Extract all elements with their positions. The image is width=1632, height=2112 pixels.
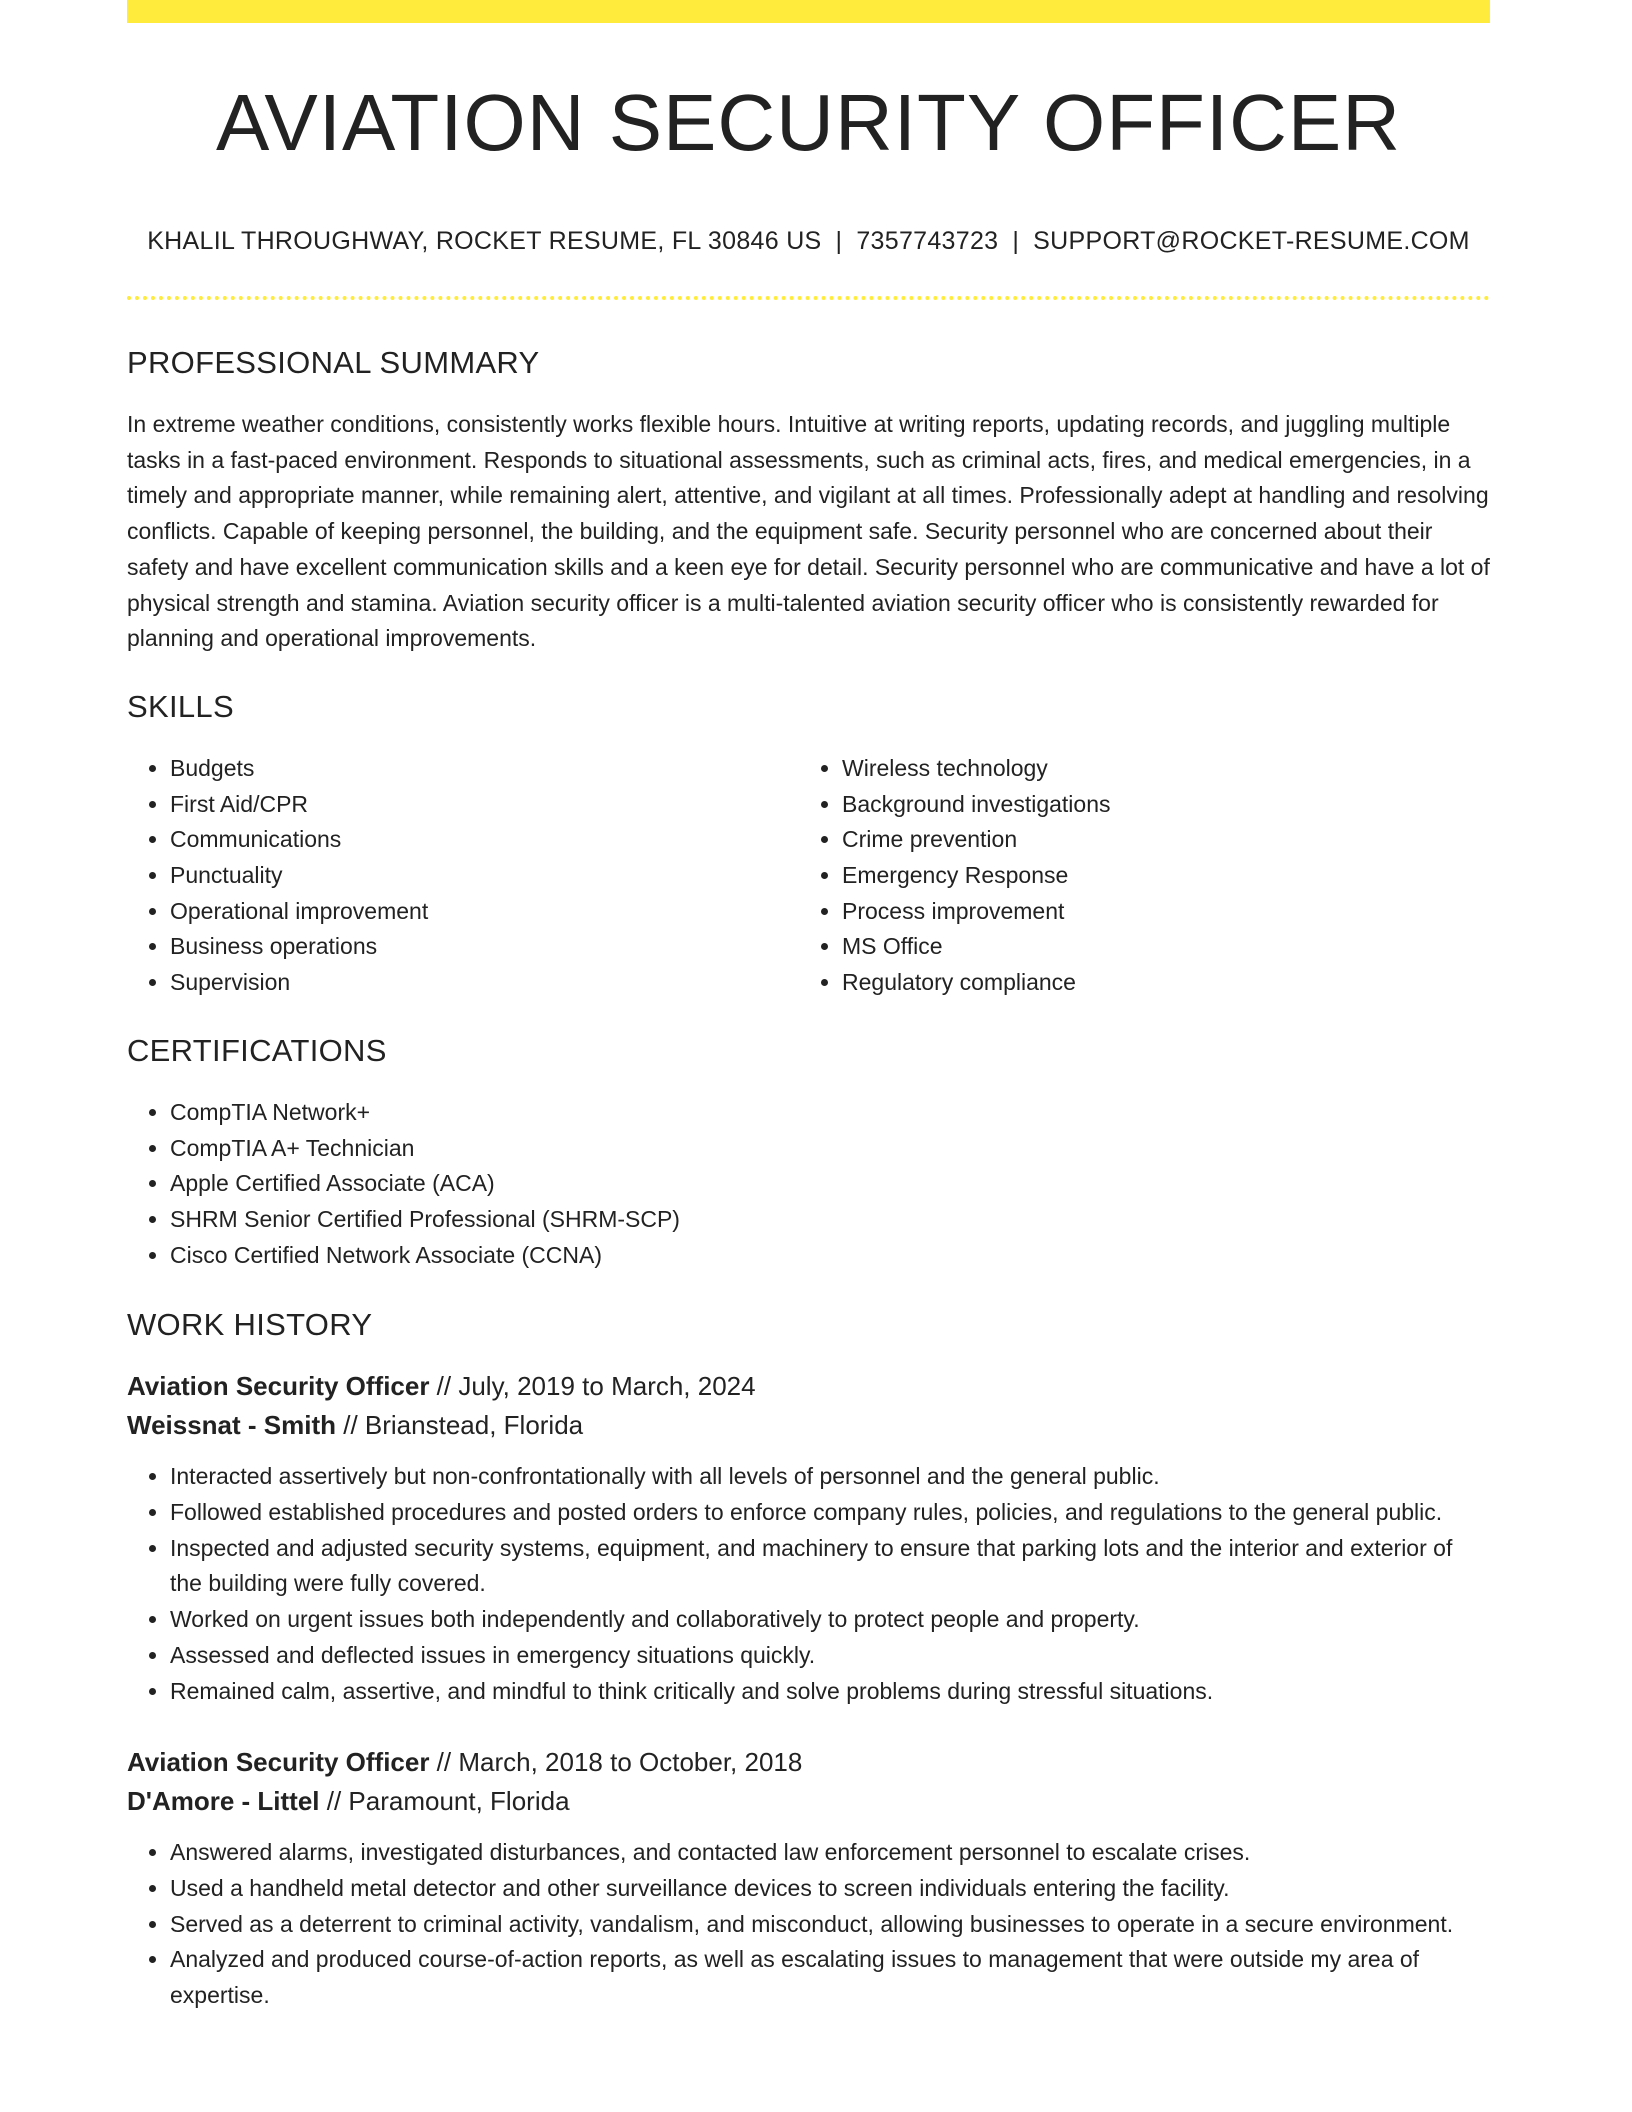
job-location: // Brianstead, Florida: [336, 1410, 584, 1441]
job-bullet: • Remained calm, assertive, and mindful to think critically and solve problems during stressful situations.: [170, 1674, 1490, 1710]
contact-email: SUPPORT@ROCKET-RESUME.COM: [1033, 227, 1470, 255]
contact-address: KHALIL THROUGHWAY, ROCKET RESUME, FL 30846 US: [147, 227, 822, 255]
work-history-section: [127, 1307, 1490, 2013]
job-bullet: • Answered alarms, investigated disturbances, and contacted law enforcement personnel to escalate crises.: [170, 1835, 1490, 1871]
skill-item: • Background investigations: [842, 787, 1471, 823]
contact-phone: 7357743723: [856, 227, 999, 255]
skill-item: • Communications: [170, 822, 799, 858]
dotted-divider: [127, 296, 1490, 300]
skill-item: • Crime prevention: [842, 822, 1471, 858]
job-title: Aviation Security Officer: [127, 1371, 430, 1402]
skill-item: • First Aid/CPR: [170, 787, 799, 823]
job-location: // Paramount, Florida: [319, 1786, 570, 1817]
skill-item: • Business operations: [170, 929, 799, 965]
certification-item: • CompTIA A+ Technician: [170, 1131, 1490, 1167]
certifications-list: [127, 1095, 1490, 1274]
skill-item: • Regulatory compliance: [842, 965, 1471, 1001]
certifications-section: [127, 1033, 1490, 1274]
job-dates: // March, 2018 to October, 2018: [429, 1747, 803, 1778]
skill-item: • MS Office: [842, 929, 1471, 965]
resume-title: AVIATION SECURITY OFFICER: [215, 78, 1402, 167]
skill-item: • Emergency Response: [842, 858, 1471, 894]
contact-line: [127, 227, 1490, 256]
skill-item: • Punctuality: [170, 858, 799, 894]
certification-item: • Apple Certified Associate (ACA): [170, 1166, 1490, 1202]
job-bullet: • Assessed and deflected issues in emergency situations quickly.: [170, 1638, 1490, 1674]
skill-item: • Supervision: [170, 965, 799, 1001]
skills-heading: SKILLS: [127, 688, 234, 724]
job-company-line: [127, 1406, 1490, 1445]
job-bullet: • Used a handheld metal detector and other surveillance devices to screen individuals entering the facility.: [170, 1871, 1490, 1907]
job-bullets: [127, 1835, 1490, 2014]
job-company: D'Amore - Littel: [127, 1786, 320, 1817]
skills-grid: [127, 751, 1490, 1001]
skill-item: • Operational improvement: [170, 894, 799, 930]
skills-section: [127, 689, 1490, 1001]
skills-list-right: [799, 751, 1471, 1001]
certifications-heading: CERTIFICATIONS: [127, 1032, 387, 1068]
job-bullets: [127, 1459, 1490, 1709]
certification-item: • SHRM Senior Certified Professional (SHRM-SCP): [170, 1202, 1490, 1238]
contact-separator: |: [835, 227, 843, 255]
job-bullet: • Analyzed and produced course-of-action reports, as well as escalating issues to management that were outside my area of expertise.: [170, 1942, 1490, 2013]
job-bullet: • Interacted assertively but non-confrontationally with all levels of personnel and the general public.: [170, 1459, 1490, 1495]
job-title-line: [127, 1743, 1490, 1782]
job-title-line: [127, 1367, 1490, 1406]
certification-item: • CompTIA Network+: [170, 1095, 1490, 1131]
job-bullet: • Followed established procedures and posted orders to enforce company rules, policies, and regulations to the general public.: [170, 1495, 1490, 1531]
summary-heading: PROFESSIONAL SUMMARY: [127, 345, 540, 380]
job-title: Aviation Security Officer: [127, 1747, 430, 1778]
summary-text: In extreme weather conditions, consistently works flexible hours. Intuitive at writing reports, updating records, and juggling multiple tasks in a fast-paced environment. Responds to situational assessments, such as criminal acts, fires, and medical emergencies, in a timely and appropriate manner, while remaining alert, attentive, and vigilant at all times. Professionally adept at handling and resolving conflicts. Capable of keeping personnel, the building, and the equipment safe. Security personnel who are concerned about their safety and have excellent communication skills and a keen eye for detail. Security personnel who are communicative and have a lot of physical strength and stamina. Aviation security officer is a multi-talented aviation security officer who is consistently rewarded for planning and operational improvements.: [127, 411, 1490, 652]
job-bullet: • Worked on urgent issues both independently and collaboratively to protect people and property.: [170, 1602, 1490, 1638]
job-entry: [127, 1367, 1490, 1709]
job-company: Weissnat - Smith: [127, 1410, 337, 1441]
skill-item: • Process improvement: [842, 894, 1471, 930]
job-bullet: • Served as a deterrent to criminal activity, vandalism, and misconduct, allowing businesses to operate in a secure environment.: [170, 1907, 1490, 1943]
work-history-heading: WORK HISTORY: [127, 1307, 373, 1343]
job-dates: // July, 2019 to March, 2024: [429, 1371, 756, 1402]
contact-separator: |: [1012, 227, 1020, 255]
skill-item: • Wireless technology: [842, 751, 1471, 787]
accent-bar: [127, 0, 1490, 23]
job-entry: [127, 1743, 1490, 2014]
job-company-line: [127, 1782, 1490, 1821]
summary-section: [127, 345, 1490, 657]
skill-item: • Budgets: [170, 751, 799, 787]
certification-item: • Cisco Certified Network Associate (CCNA): [170, 1238, 1490, 1274]
skills-list-left: [127, 751, 799, 1001]
resume-page: [127, 0, 1490, 2014]
job-bullet: • Inspected and adjusted security systems, equipment, and machinery to ensure that parking lots and the interior and exterior of the building were fully covered.: [170, 1531, 1490, 1602]
